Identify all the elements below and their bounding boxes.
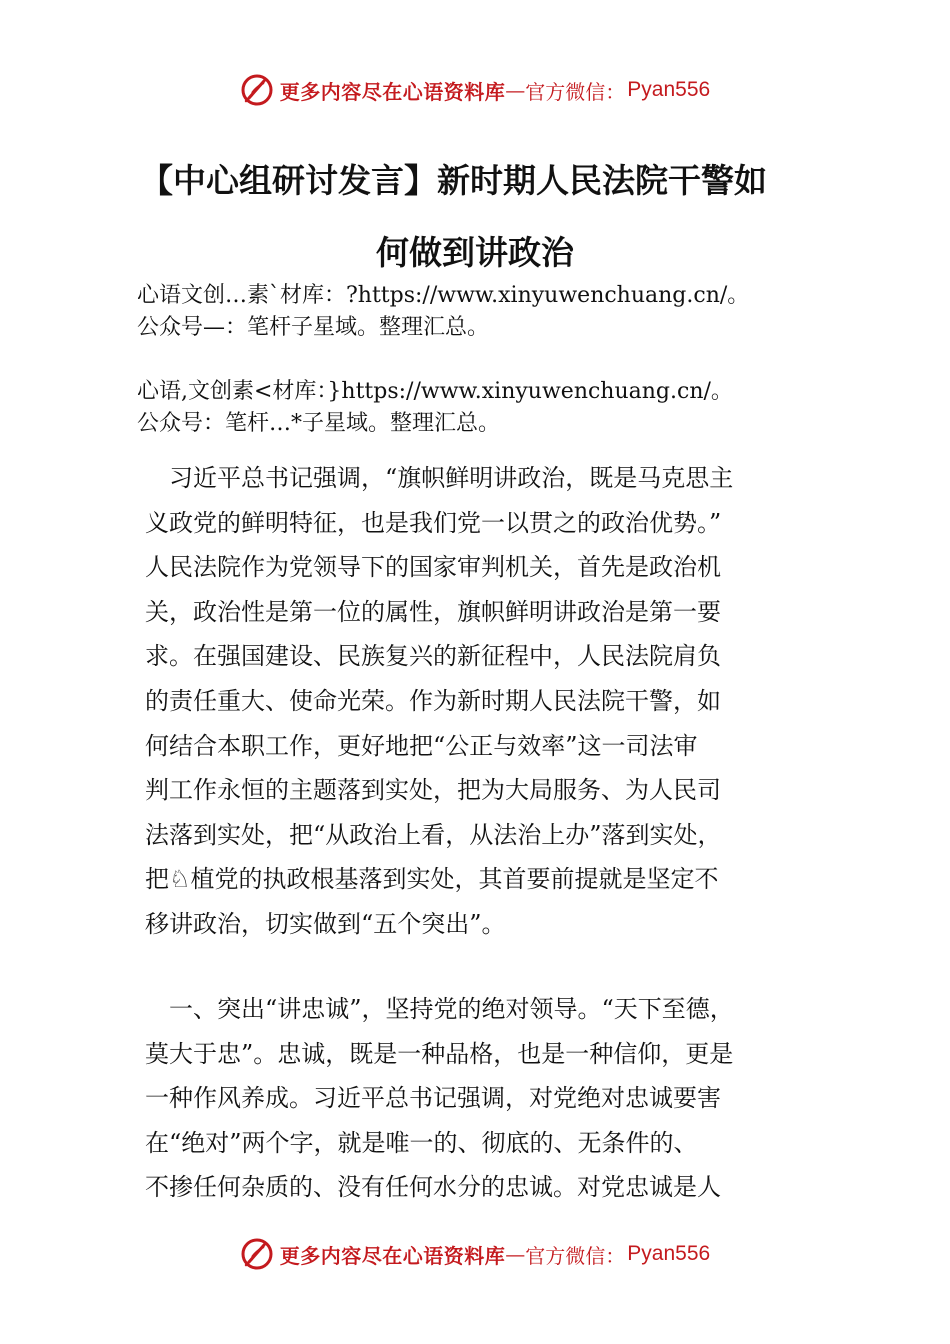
paragraph-line: 义政党的鲜明特征，也是我们党一以贯之的政治优势。” [145,508,722,537]
paragraph-line: 法落到实处，把“从政治上看，从法治上办”落到实处， [145,820,722,849]
paragraph-line: 移讲政治，切实做到“五个突出”。 [145,909,506,938]
paragraph-line: 何结合本职工作，更好地把“公正与效率”这一司法审 [145,731,698,760]
banner-wechat-id: Pyan556 [627,1242,711,1265]
body-paragraph-2 [145,987,825,1210]
paragraph-line: 人民法院作为党领导下的国家审判机关，首先是政治机 [145,553,721,582]
page-title-line-2: 何做到讲政治 [376,233,574,272]
source-note-1 [137,280,749,344]
banner-dash: — [505,78,526,102]
page-title-line-1: 【中心组研讨发言】新时期人民法院干警如 [140,161,767,200]
paragraph-line: 判工作永恒的主题落到实处，把为大局服务、为人民司 [145,776,721,805]
paragraph-line: 一种作风养成。习近平总书记强调，对党绝对忠诚要害 [145,1084,721,1113]
paragraph-line: 一、突出“讲忠诚”，坚持党的绝对领导。“天下至德， [145,995,734,1023]
paragraph-line: 习近平总书记强调，“旗帜鲜明讲政治，既是马克思主 [145,464,734,492]
paragraph-line: 莫大于忠”。忠诚，既是一种品格，也是一种信仰，更是 [145,1039,734,1068]
source-note-line: 公众号—：笔杆子星域。整理汇总。 [137,315,490,340]
banner-text: 更多内容尽在心语资料库 [279,1243,506,1268]
paragraph-line: 关，政治性是第一位的属性，旗帜鲜明讲政治是第一要 [145,597,721,626]
paragraph-line: 求。在强国建设、民族复兴的新征程中，人民法院肩负 [145,642,721,671]
source-note-line: 心语文创…素`材库：?https://www.xinyuwenchuang.cn/。 [137,283,750,308]
header-banner [0,68,950,112]
banner-dash: — [505,1242,526,1266]
banner-wechat-id: Pyan556 [627,78,711,101]
paragraph-line: 不掺任何杂质的、没有任何水分的忠诚。对党忠诚是人 [145,1173,721,1202]
rose-quill-logo-icon [240,73,274,107]
banner-text: 更多内容尽在心语资料库 [279,79,506,104]
source-note-line: 心语,文创素<材库：}https://www.xinyuwenchuang.cn/。 [137,379,733,404]
banner-wechat-label: 官方微信： [525,1243,626,1268]
footer-banner [0,1232,950,1276]
body-paragraph-1 [145,456,825,947]
source-note-2 [137,376,733,440]
banner-wechat-label: 官方微信： [525,79,626,104]
source-note-line: 公众号：笔杆…*子星域。整理汇总。 [137,411,501,436]
paragraph-line: 把♘植党的执政根基落到实处，其首要前提就是坚定不 [145,865,719,894]
paragraph-line: 在“绝对”两个字，就是唯一的、彻底的、无条件的、 [145,1128,698,1157]
rose-quill-logo-icon [240,1237,274,1271]
paragraph-line: 的责任重大、使命光荣。作为新时期人民法院干警，如 [145,686,721,715]
